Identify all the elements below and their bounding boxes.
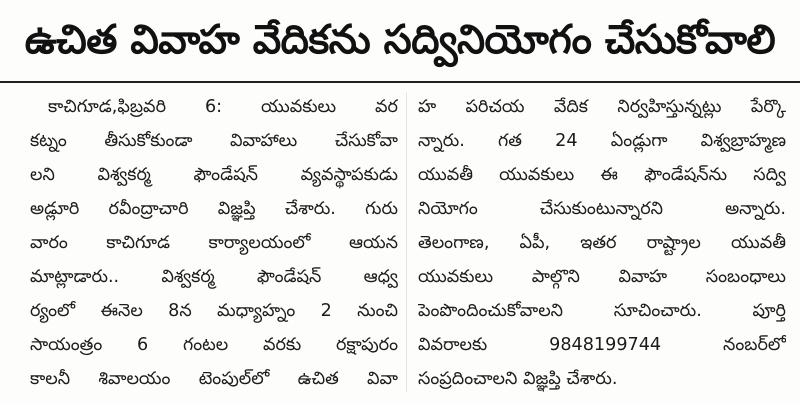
article-line: కాలనీ శివాలయం టెంపుల్‌లో ఉచిత వివా xyxy=(30,369,398,389)
article-line: కట్నం తీసుకోకుండా వివాహాలు చేసుకోవా xyxy=(30,131,398,151)
article-line: యువతీ యువకులు ఈ ఫౌండేషన్‌ను సద్వి xyxy=(418,165,786,185)
article-line: అడ్లూరి రవీంద్రాచారి విజ్ఞప్తి చేశారు. గురు xyxy=(30,199,398,219)
article-column-left xyxy=(30,90,398,396)
article-line: సంప్రదించాలని విజ్ఞప్తి చేశారు. xyxy=(418,369,618,389)
article-line: హ పరిచయ వేదిక నిర్వహిస్తున్నట్లు పేర్కొ xyxy=(418,97,786,117)
article-line: తెలంగాణ, ఏపీ, ఇతర రాష్ట్రాల యువతీ xyxy=(418,233,786,253)
article-line: నియోగం చేసుకుంటున్నారని అన్నారు. xyxy=(418,199,786,219)
article-line: యువకులు పాల్గొని వివాహ సంబంధాలు xyxy=(418,267,786,287)
article-headline: ఉచిత వివాహ వేదికను సద్వినియోగం చేసుకోవాలి xyxy=(24,17,776,63)
article-line: వివరాలకు 9848199744 నంబర్‌లో xyxy=(418,335,786,355)
column-gutter xyxy=(406,92,407,392)
article-line: న్నారు. గత 24 ఏండ్లుగా విశ్వబ్రాహ్మణ xyxy=(418,131,786,151)
article-line: సాయంత్రం 6 గంటల వరకు రక్షాపురం xyxy=(30,335,398,355)
headline-rule xyxy=(0,81,800,83)
article-column-right xyxy=(418,90,786,396)
article-line: మాట్లాడారు.. విశ్వకర్మ ఫౌండేషన్ ఆధ్వ xyxy=(30,267,398,287)
article-line: వారం కాచిగూడ కార్యాలయంలో ఆయన xyxy=(30,233,398,253)
article-line: లని విశ్వకర్మ ఫౌండేషన్ వ్యవస్థాపకుడు xyxy=(30,165,398,185)
article-line: పెంపొందించుకోవాలని సూచించారు. పూర్తి xyxy=(418,301,786,321)
article-line: కాచిగూడ,ఫిబ్రవరి 6: యువకులు వర xyxy=(48,97,398,117)
article-line: ర్యంలో ఈనెల 8న మధ్యాహ్నం 2 నుంచి xyxy=(30,301,398,321)
